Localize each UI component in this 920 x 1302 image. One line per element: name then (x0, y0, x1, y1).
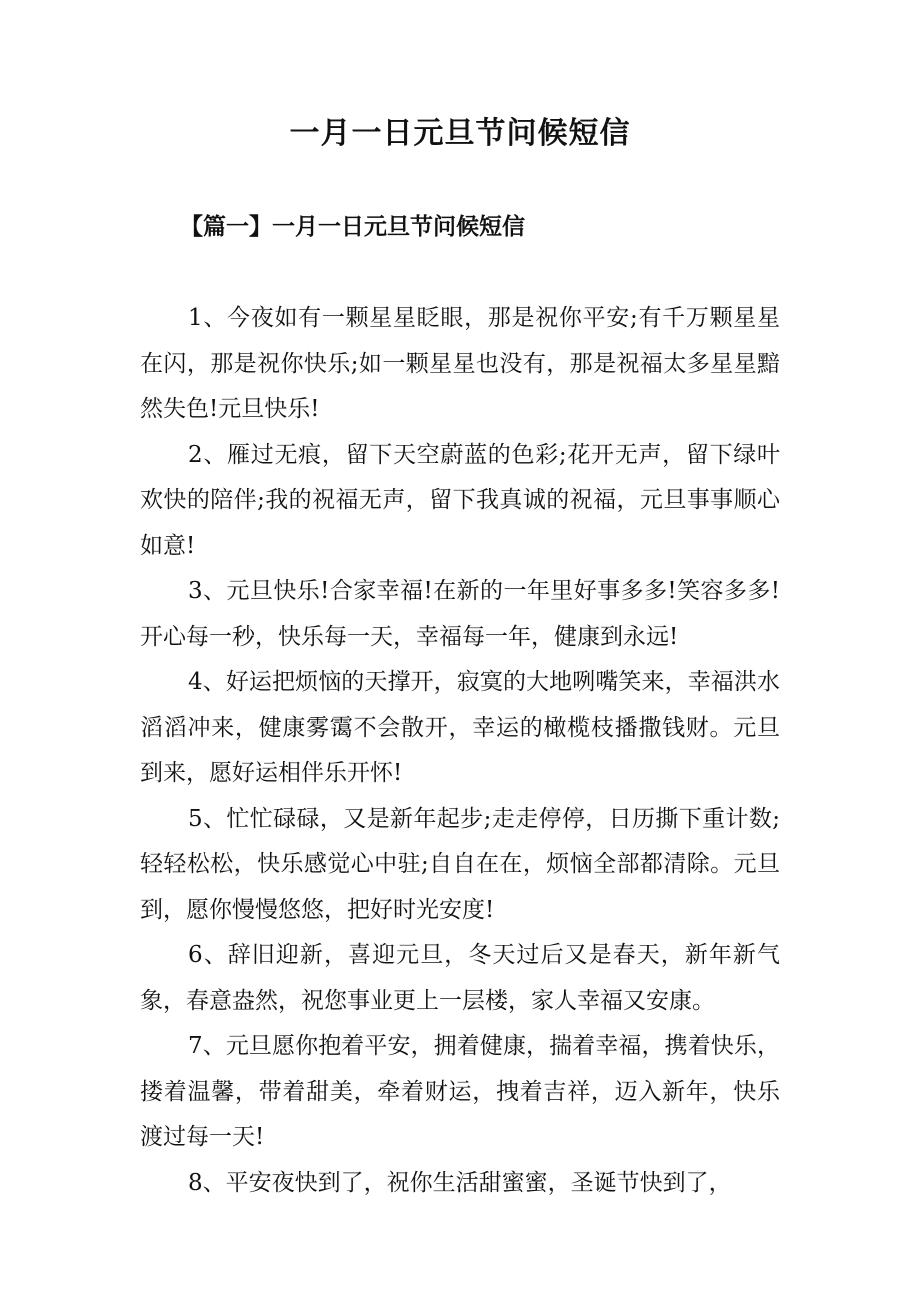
body-text (140, 296, 780, 1206)
section-heading: 【篇一】一月一日元旦节问候短信 (180, 213, 525, 240)
paragraph-2: 2、雁过无痕，留下天空蔚蓝的色彩;花开无声，留下绿叶欢快的陪伴;我的祝福无声，留下我真诚的祝福，元旦事事顺心如意! (140, 441, 780, 559)
paragraph-1: 1、今夜如有一颗星星眨眼，那是祝你平安;有千万颗星星在闪，那是祝你快乐;如一颗星星也没有，那是祝福太多星星黯然失色!元旦快乐! (140, 305, 780, 422)
paragraph-5: 5、忙忙碌碌，又是新年起步;走走停停，日历撕下重计数;轻轻松松，快乐感觉心中驻;自自在在，烦恼全部都清除。元旦到，愿你慢慢悠悠，把好时光安度! (140, 805, 780, 923)
paragraph-8: 8、平安夜快到了，祝你生活甜蜜蜜，圣诞节快到了， (188, 1169, 732, 1196)
paragraph-3: 3、元旦快乐!合家幸福!在新的一年里好事多多!笑容多多!开心每一秒，快乐每一天，幸福每一年，健康到永远! (140, 578, 780, 650)
paragraph-6: 6、辞旧迎新，喜迎元旦，冬天过后又是春天，新年新气象，春意盎然，祝您事业更上一层楼，家人幸福又安康。 (140, 942, 780, 1014)
document-title: 一月一日元旦节问候短信 (289, 116, 631, 151)
paragraph-7: 7、元旦愿你抱着平安，拥着健康，揣着幸福，携着快乐，搂着温馨，带着甜美，牵着财运，拽着吉祥，迈入新年，快乐渡过每一天! (140, 1033, 780, 1150)
paragraph-4: 4、好运把烦恼的天撑开，寂寞的大地咧嘴笑来，幸福洪水滔滔冲来，健康雾霭不会散开，幸运的橄榄枝播撒钱财。元旦到来，愿好运相伴乐开怀! (140, 669, 780, 786)
